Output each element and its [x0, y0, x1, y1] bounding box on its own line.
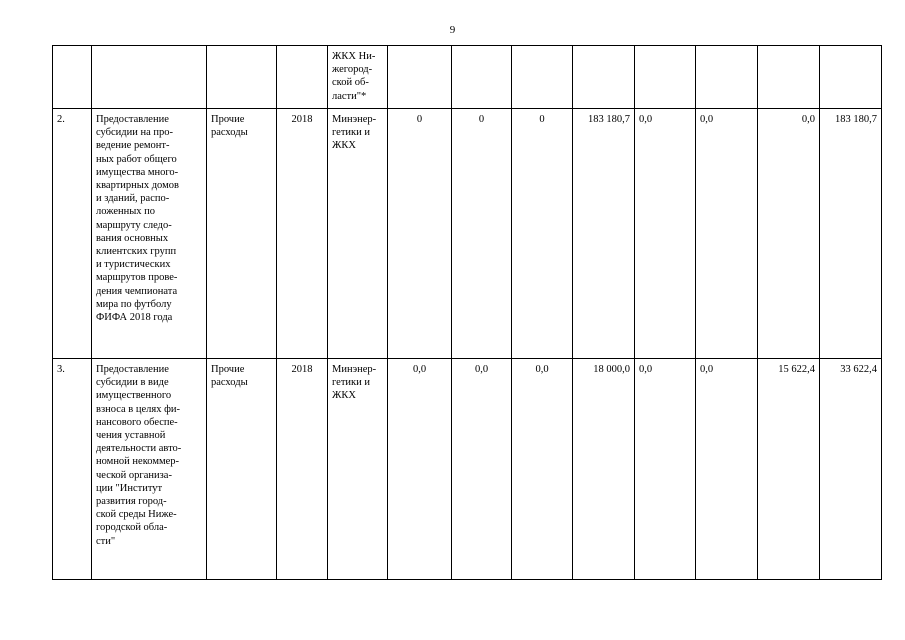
value-cell: [388, 46, 452, 109]
value-cell: 0,0: [758, 109, 820, 359]
value-cell: [573, 46, 635, 109]
activity-name-cell: [92, 46, 207, 109]
value-cell: [635, 46, 696, 109]
value-cell: 0: [452, 109, 512, 359]
expense-category-cell: Прочие расходы: [207, 109, 277, 359]
value-cell: [696, 46, 758, 109]
row-index-cell: 3.: [53, 359, 92, 580]
value-cell: 0,0: [512, 359, 573, 580]
total-cell: [820, 46, 882, 109]
value-cell: 183 180,7: [573, 109, 635, 359]
expense-category-cell: [207, 46, 277, 109]
value-cell: 0,0: [388, 359, 452, 580]
value-cell: 0: [512, 109, 573, 359]
value-cell: [512, 46, 573, 109]
table-row: [53, 109, 882, 359]
value-cell: [758, 46, 820, 109]
executor-cell: Минэнер- гетики и ЖКХ: [328, 109, 388, 359]
budget-table: [52, 45, 882, 580]
year-cell: 2018: [277, 359, 328, 580]
activity-name-cell: Предоставление субсидии в виде имущественного взноса в целях фи- нансового обеспе- чения уставной деятельности авто- номной некоммер- ческой организа- ции "Институт развития город- ской среды Ниже- городской обла- сти": [92, 359, 207, 580]
value-cell: 0: [388, 109, 452, 359]
value-cell: 0,0: [452, 359, 512, 580]
page-number: 9: [449, 24, 456, 36]
row-index-cell: [53, 46, 92, 109]
value-cell: 18 000,0: [573, 359, 635, 580]
activity-name-cell: Предоставление субсидии на про- ведение ремонт- ных работ общего имущества много- квартирных домов и зданий, распо- ложенных по маршруту следо- вания основных клиентских групп и туристических маршрутов прове- дения чемпионата мира по футболу ФИФА 2018 года: [92, 109, 207, 359]
total-cell: 33 622,4: [820, 359, 882, 580]
value-cell: 15 622,4: [758, 359, 820, 580]
year-cell: [277, 46, 328, 109]
value-cell: 0,0: [696, 359, 758, 580]
executor-cell: ЖКХ Ни- жегород- ской об- ласти"*: [328, 46, 388, 109]
executor-cell: Минэнер- гетики и ЖКХ: [328, 359, 388, 580]
row-index-cell: 2.: [53, 109, 92, 359]
total-cell: 183 180,7: [820, 109, 882, 359]
value-cell: [452, 46, 512, 109]
year-cell: 2018: [277, 109, 328, 359]
value-cell: 0,0: [635, 359, 696, 580]
expense-category-cell: Прочие расходы: [207, 359, 277, 580]
value-cell: 0,0: [696, 109, 758, 359]
table-row: [53, 46, 882, 109]
table-row: [53, 359, 882, 580]
value-cell: 0,0: [635, 109, 696, 359]
